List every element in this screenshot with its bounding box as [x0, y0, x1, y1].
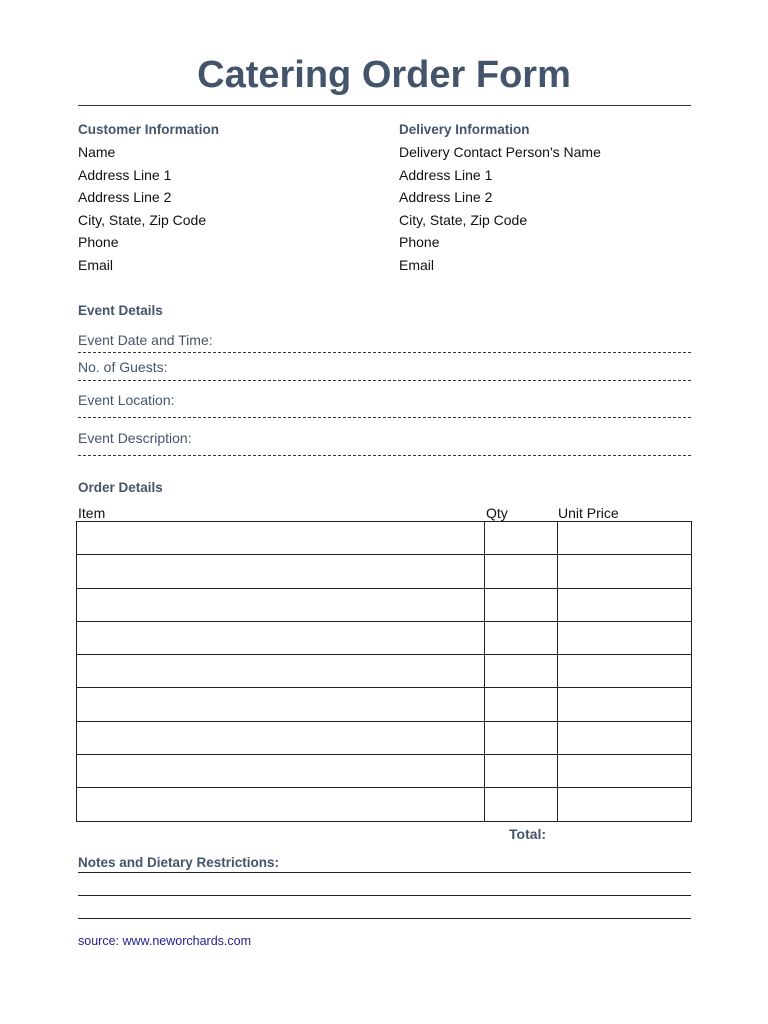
- notes-heading: Notes and Dietary Restrictions:: [78, 855, 280, 870]
- qty-cell[interactable]: [485, 588, 558, 621]
- notes-line[interactable]: [78, 872, 691, 873]
- qty-cell[interactable]: [485, 788, 558, 821]
- qty-cell[interactable]: [485, 755, 558, 788]
- delivery-info-heading: Delivery Information: [399, 122, 530, 137]
- order-row: [77, 655, 692, 688]
- customer-address-line-2-field[interactable]: Address Line 2: [78, 189, 172, 205]
- item-cell[interactable]: [77, 621, 485, 654]
- event-details-heading: Event Details: [78, 303, 163, 318]
- item-cell[interactable]: [77, 721, 485, 754]
- item-cell[interactable]: [77, 555, 485, 588]
- delivery-address-line-1-field[interactable]: Address Line 1: [399, 166, 493, 183]
- order-row: [77, 721, 692, 754]
- qty-column-header: Qty: [486, 505, 508, 521]
- unit-price-column-header: Unit Price: [558, 505, 619, 521]
- event-date-time-field[interactable]: Event Date and Time:: [78, 331, 691, 353]
- order-row: [77, 788, 692, 821]
- event-description-field[interactable]: Event Description:: [78, 429, 691, 456]
- notes-line[interactable]: [78, 918, 691, 919]
- customer-address-line-1-field[interactable]: Address Line 1: [78, 166, 172, 183]
- title-divider: [78, 105, 691, 106]
- delivery-address-line-2-field[interactable]: Address Line 2: [399, 189, 493, 205]
- item-cell[interactable]: [77, 788, 485, 821]
- notes-line[interactable]: [78, 895, 691, 896]
- customer-city-state-zip-field[interactable]: City, State, Zip Code: [78, 211, 207, 228]
- unit-price-cell[interactable]: [558, 621, 692, 654]
- order-row: [77, 755, 692, 788]
- unit-price-cell[interactable]: [558, 588, 692, 621]
- total-label: Total:: [509, 826, 547, 842]
- customer-phone-field[interactable]: Phone: [78, 234, 119, 250]
- order-row: [77, 688, 692, 721]
- unit-price-cell[interactable]: [558, 721, 692, 754]
- order-row: [77, 555, 692, 588]
- item-column-header: Item: [78, 505, 106, 521]
- order-items-table: [76, 521, 692, 822]
- qty-cell[interactable]: [485, 655, 558, 688]
- unit-price-cell[interactable]: [558, 755, 692, 788]
- delivery-phone-field[interactable]: Phone: [399, 234, 440, 250]
- customer-info-heading: Customer Information: [78, 122, 220, 137]
- order-row: [77, 522, 692, 555]
- delivery-information: [399, 121, 601, 276]
- qty-cell[interactable]: [485, 522, 558, 555]
- delivery-email-field[interactable]: Email: [399, 256, 435, 273]
- item-cell[interactable]: [77, 688, 485, 721]
- unit-price-cell[interactable]: [558, 522, 692, 555]
- delivery-city-state-zip-field[interactable]: City, State, Zip Code: [399, 211, 528, 228]
- item-cell[interactable]: [77, 522, 485, 555]
- unit-price-cell[interactable]: [558, 555, 692, 588]
- customer-information: [78, 121, 219, 276]
- qty-cell[interactable]: [485, 688, 558, 721]
- item-cell[interactable]: [77, 588, 485, 621]
- customer-name-field[interactable]: Name: [78, 144, 116, 160]
- unit-price-cell[interactable]: [558, 655, 692, 688]
- unit-price-cell[interactable]: [558, 688, 692, 721]
- event-location-field[interactable]: Event Location:: [78, 391, 691, 418]
- form-title: Catering Order Form: [197, 54, 571, 96]
- unit-price-cell[interactable]: [558, 788, 692, 821]
- item-cell[interactable]: [77, 655, 485, 688]
- event-guests-field[interactable]: No. of Guests:: [78, 358, 691, 381]
- qty-cell[interactable]: [485, 621, 558, 654]
- customer-email-field[interactable]: Email: [78, 256, 114, 273]
- order-details-heading: Order Details: [78, 480, 163, 495]
- order-row: [77, 588, 692, 621]
- order-row: [77, 621, 692, 654]
- item-cell[interactable]: [77, 755, 485, 788]
- qty-cell[interactable]: [485, 555, 558, 588]
- delivery-contact-name-field[interactable]: Delivery Contact Person's Name: [399, 144, 601, 160]
- qty-cell[interactable]: [485, 721, 558, 754]
- source-link[interactable]: source: www.neworchards.com: [78, 934, 251, 948]
